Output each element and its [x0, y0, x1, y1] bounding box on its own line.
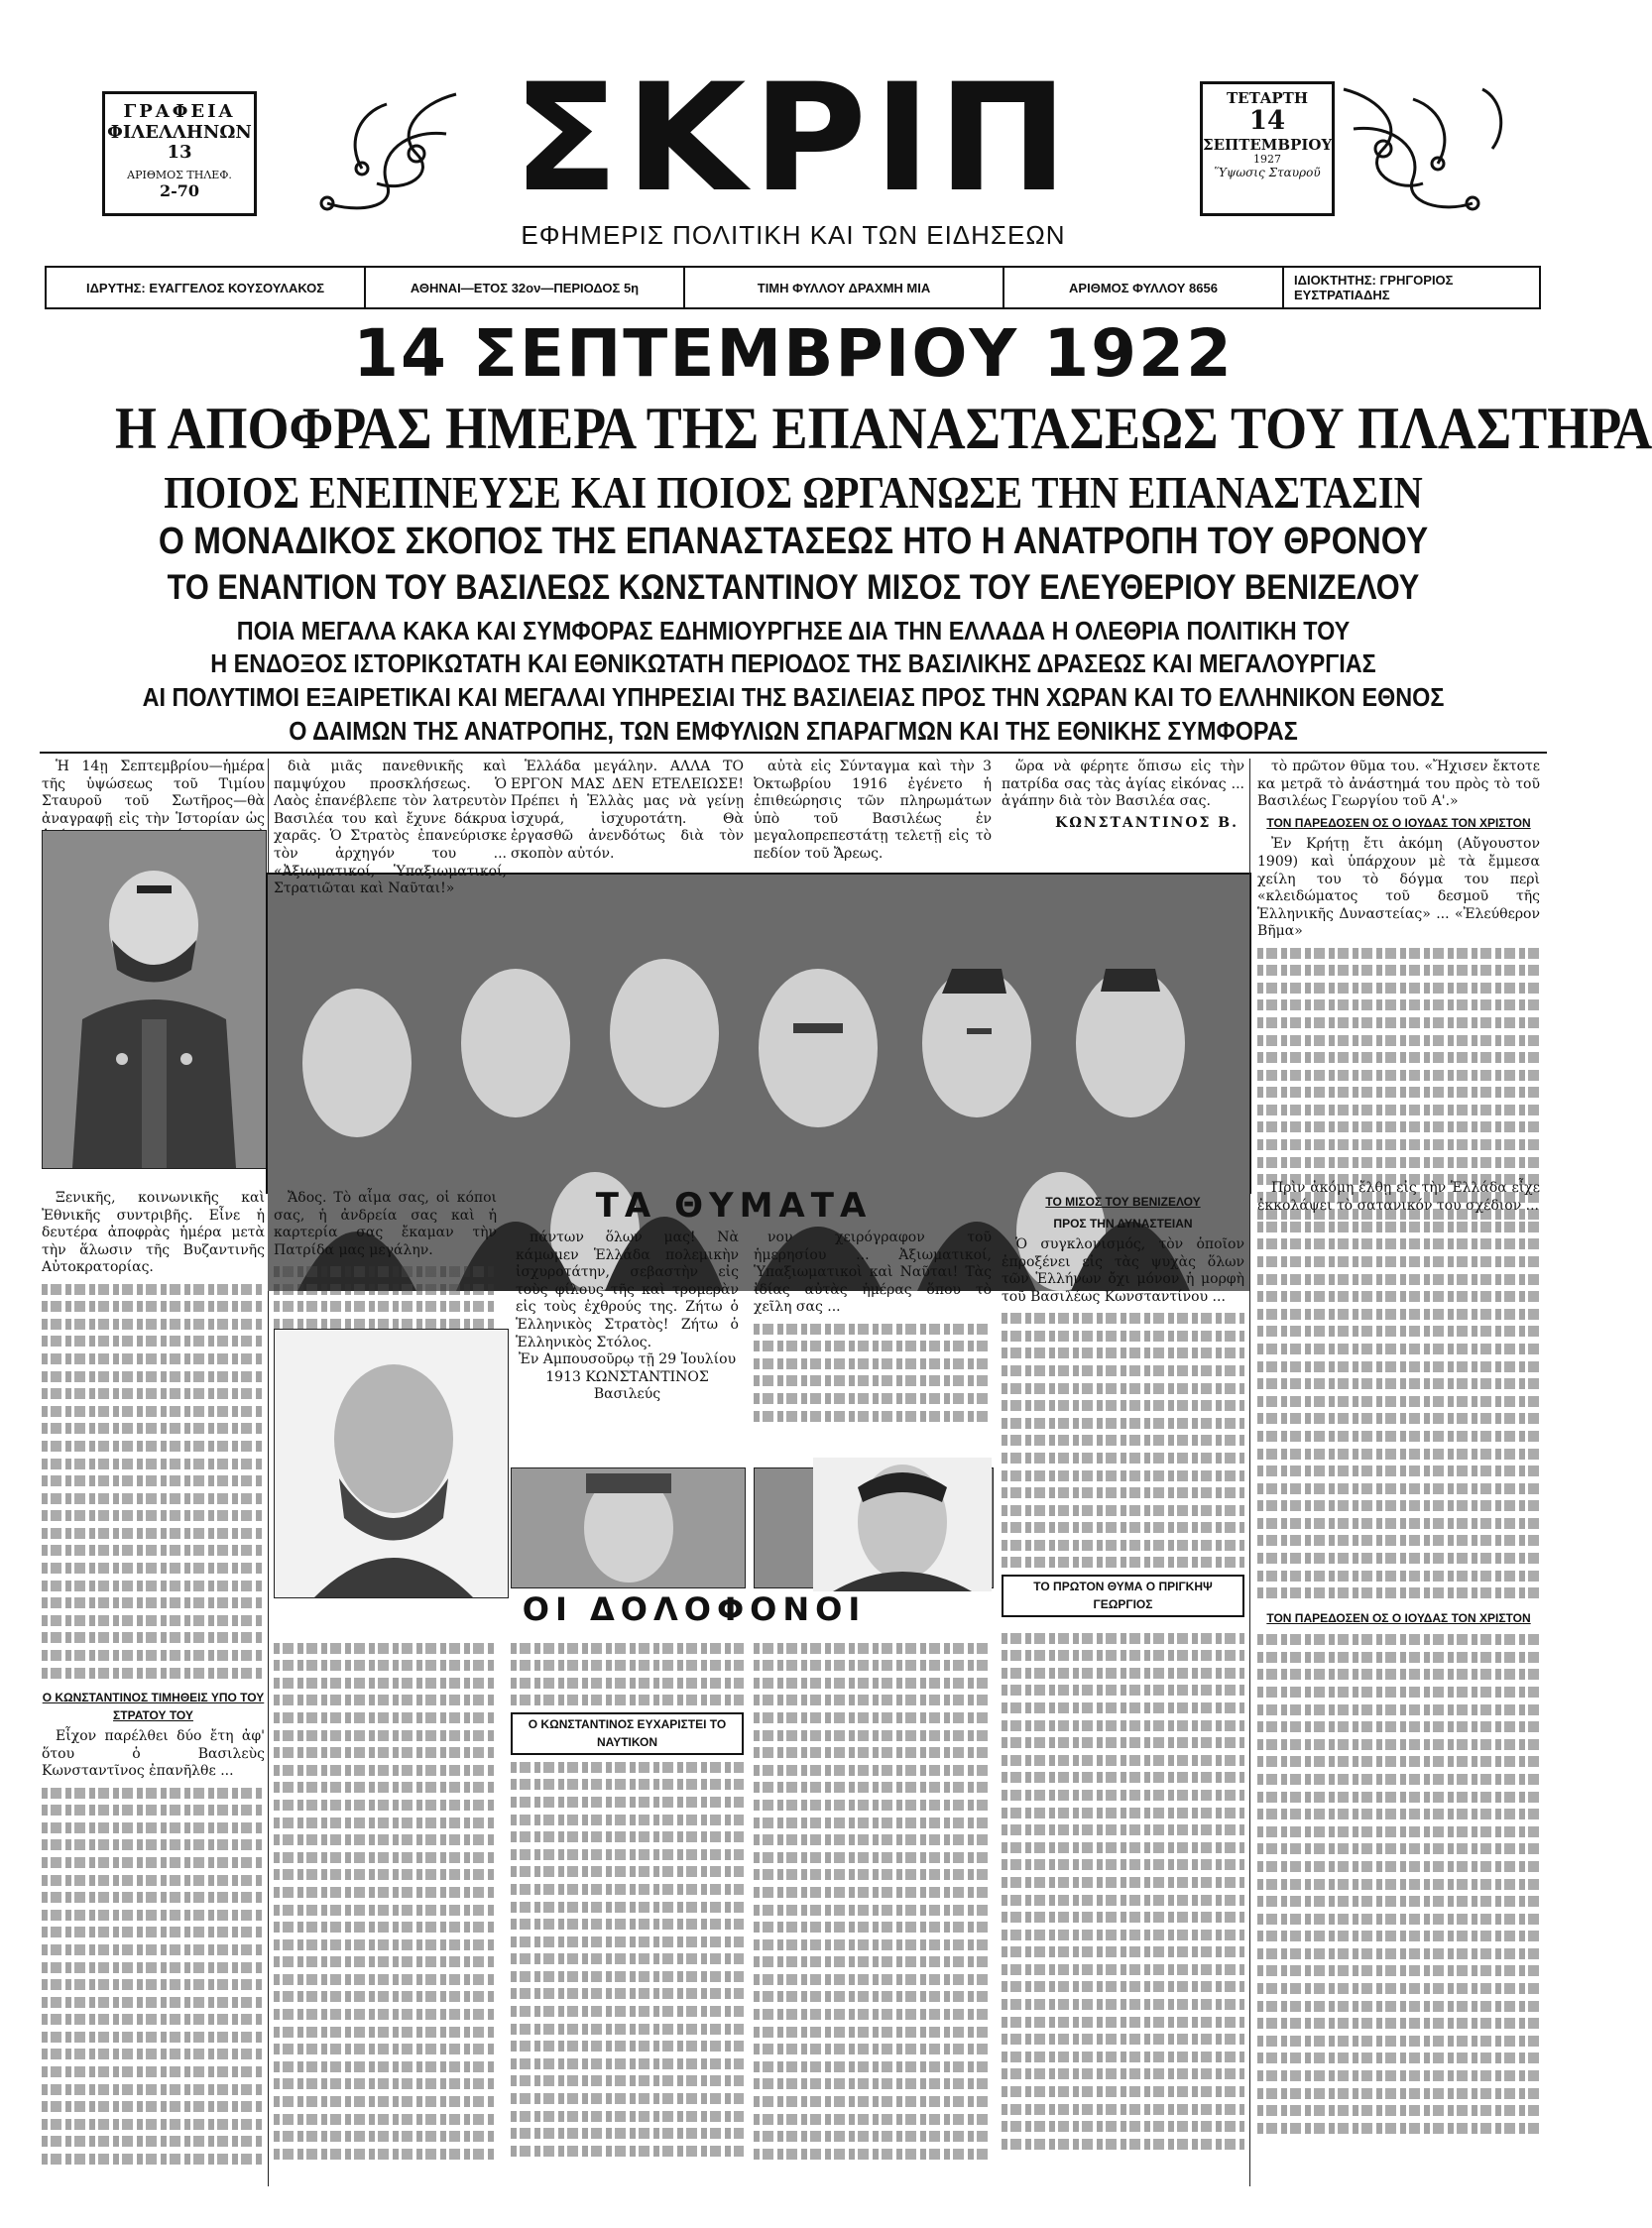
band-col5	[1002, 759, 1244, 870]
text-lines	[511, 1643, 744, 1706]
info-bar	[45, 266, 1541, 309]
headline-2: ΠΟΙΟΣ ΕΝΕΠΝΕΥΣΕ ΚΑΙ ΠΟΙΟΣ ΩΡΓΑΝΩΣΕ ΤΗΝ ΕΠΑΝΑΣΤΑΣΙΝ	[164, 467, 1423, 518]
headline-date: 14 ΣΕΠΤΕΜΒΡΙΟΥ 1922	[353, 315, 1234, 392]
article-text: αὐτὰ εἰς Σύνταγμα καὶ τὴν 3 Ὀκτωβρίου 1916 ἐγένετο ἡ ἐπιθεώρησις τῶν πληρωμάτων ὑπὸ τοῦ Βασιλέως ἐν μεγαλοπρεπεστάτῃ τελετῇ εἰς τὸ πεδίον τοῦ Ἄρεως.	[754, 759, 992, 862]
signature-konstantinos: ΚΩΝΣΤΑΝΤΙΝΟΣ Β.	[1055, 814, 1239, 831]
article-col2-bottom	[274, 1636, 497, 2171]
band-col4	[754, 759, 992, 870]
phone-number: 2-70	[159, 180, 200, 200]
headline-8: Ο ΔΑΙΜΩΝ ΤΗΣ ΑΝΑΤΡΟΠΗΣ, ΤΩΝ ΕΜΦΥΛΙΩΝ ΣΠΑΡΑΓΜΩΝ ΚΑΙ ΤΗΣ ΕΘΝΙΚΗΣ ΣΥΜΦΟΡΑΣ	[289, 716, 1298, 746]
article-col2-low	[274, 1190, 497, 1319]
year-number: 1927	[1253, 153, 1281, 167]
article-text: Ἐν Κρήτῃ ἔτι ἀκόμη (Αὔγουστον 1909) καὶ ὑπάρχουν μὲ τὰ ἔμμεσα χείλη του τὸ δόγμα του περὶ «κλειδώματος τοῦ δεσμοῦ τῆς Ἑλληνικῆς Δυναστείας» ... «Ἐλεύθερον Βῆμα»	[1257, 836, 1540, 940]
article-col5-low	[1002, 1190, 1244, 1611]
article-text: Ὁ συγκλονισμός, τὸν ὁποῖον ἐπροξένει εἰς τὰς ψυχὰς ὅλων τῶν Ἑλλήνων ὄχι μόνον ἡ μορφὴ τοῦ Βασιλέως Κωνσταντίνου ...	[1002, 1236, 1244, 1305]
toprow-col2	[274, 756, 507, 765]
office-label: ΓΡΑΦΕΙΑ	[123, 101, 236, 122]
article-col1-top	[42, 759, 265, 828]
article-text: Ἄδος. Τὸ αἷμα σας, οἱ κόποι σας, ἡ ἀνδρεία σας καὶ ἡ καρτερία σας ἔκαμαν τὴν Πατρίδα μας μεγάλην.	[274, 1190, 497, 1258]
article-col4-bottom	[754, 1636, 992, 2171]
newspaper-subtitle: ΕΦΗΜΕΡΙΣ ΠΟΛΙΤΙΚΗ ΚΑΙ ΤΩΝ ΕΙΔΗΣΕΩΝ	[521, 220, 1066, 250]
subheading-prince-george: ΤΟ ΠΡΩΤΟΝ ΘΥΜΑ Ο ΠΡΙΓΚΗΨ ΓΕΩΡΓΙΟΣ	[1002, 1575, 1244, 1617]
article-col4-low	[754, 1230, 992, 1467]
text-lines	[1002, 1633, 1244, 2150]
text-lines	[1002, 1313, 1244, 1568]
text-lines	[42, 1284, 265, 1679]
text-lines	[511, 1762, 744, 2157]
subheading-dynasty: ΠΡΟΣ ΤΗΝ ΔΥΝΑΣΤΕΙΑΝ	[1053, 1216, 1193, 1231]
headline-6: Η ΕΝΔΟΞΟΣ ΙΣΤΟΡΙΚΩΤΑΤΗ ΚΑΙ ΕΘΝΙΚΩΤΑΤΗ ΠΕΡΙΟΔΟΣ ΤΗΣ ΒΑΣΙΛΙΚΗΣ ΔΡΑΣΕΩΣ ΚΑΙ ΜΕΓΑΛΟΥΡΓΙΑΣ	[210, 648, 1376, 678]
band-col3	[511, 759, 744, 870]
text-lines	[1257, 1222, 1540, 1598]
text-lines	[754, 1324, 992, 1422]
victim-photo-1	[274, 1329, 509, 1598]
article-text: Εἶχον παρέλθει δύο ἔτη ἀφ' ὅτου ὁ Βασιλεὺς Κωνσταντῖνος ἐπανῆλθε ...	[42, 1728, 265, 1780]
office-address: ΦΙΛΕΛΛΗΝΩΝ 13	[107, 121, 252, 164]
band-col2	[274, 759, 507, 897]
article-text: νον χειρόγραφον τοῦ ἡμερησίου ... Ἀξιωματικοί, Ὑπαξιωματικοὶ καὶ Ναῦται! Τὰς ἰδίας αὐτὰς ἡμέρας ὅπου τὸ χεῖλη σας ...	[754, 1230, 992, 1316]
article-text: Ξενικῆς, κοινωνικῆς καὶ Ἐθνικῆς συντριβῆς. Εἶνε ἡ δευτέρα ἀποφρὰς ἡμέρα μετὰ τὴν ἅλωσιν τῆς Βυζαντινῆς Αὐτοκρατορίας.	[42, 1190, 265, 1276]
founder-cell: ΙΔΡΥΤΗΣ: ΕΥΑΓΓΕΛΟΣ ΚΟΥΣΟΥΛΑΚΟΣ	[47, 268, 366, 307]
king-constantine-photo	[42, 830, 267, 1169]
article-text: διὰ μιᾶς πανεθνικῆς καὶ παμψύχου προσκλήσεως. Ὁ Λαὸς ἐπανέβλεπε τὸν λατρευτὸν Βασιλέα του καὶ ἔχυνε δάκρυα χαρᾶς. Ὁ Στρατὸς ἐπανεύρισκε τὸν ἀρχηγόν του ... «Ἀξιωματικοί, Ὑπαξιωματικοί, Στρατιῶται καὶ Ναῦται!»	[274, 759, 507, 897]
article-col5-bottom	[1002, 1626, 1244, 2171]
article-col6-low	[1257, 1180, 1540, 1596]
subheading-judas: ΤΟΝ ΠΑΡΕΔΟΣΕΝ ΟΣ Ο ΙΟΥΔΑΣ ΤΟΝ ΧΡΙΣΤΟΝ	[1266, 1611, 1531, 1625]
office-info-box	[102, 91, 257, 216]
subheading-constantine-army: Ο ΚΩΝΣΤΑΝΤΙΝΟΣ ΤΙΜΗΘΕΙΣ ΥΠΟ ΤΟΥ ΣΤΡΑΤΟΥ ΤΟΥ	[42, 1691, 265, 1722]
article-text: Ἑλλάδα μεγάλην. ΑΛΛΑ ΤΟ ΕΡΓΟΝ ΜΑΣ ΔΕΝ ΕΤΕΛΕΙΩΣΕ! Πρέπει ἡ Ἑλλὰς μας νὰ γείνῃ ἰσχυρά, ἰσχυροτάτη. Θὰ ἐργασθῶ ἀνενδότως διὰ τὸν σκοπὸν αὐτόν.	[511, 759, 744, 862]
phone-label: ΑΡΙΘΜΟΣ ΤΗΛΕΦ.	[127, 169, 232, 182]
headline-rule	[40, 752, 1547, 754]
right-ornament-icon	[1334, 69, 1532, 228]
issue-cell: ΑΡΙΘΜΟΣ ΦΥΛΛΟΥ 8656	[1004, 268, 1284, 307]
owner-cell: ΙΔΙΟΚΤΗΤΗΣ: ΓΡΗΓΟΡΙΟΣ ΕΥΣΤΡΑΤΙΑΔΗΣ	[1294, 273, 1454, 302]
headline-5: ΠΟΙΑ ΜΕΓΑΛΑ ΚΑΚΑ ΚΑΙ ΣΥΜΦΟΡΑΣ ΕΔΗΜΙΟΥΡΓΗΣΕ ΔΙΑ ΤΗΝ ΕΛΛΑΔΑ Η ΟΛΕΘΡΙΑ ΠΟΛΙΤΙΚΗ ΤΟΥ	[236, 616, 1351, 645]
date-box	[1200, 81, 1335, 216]
headline-4: ΤΟ ΕΝΑΝΤΙΟΝ ΤΟΥ ΒΑΣΙΛΕΩΣ ΚΩΝΣΤΑΝΤΙΝΟΥ ΜΙΣΟΣ ΤΟΥ ΕΛΕΥΘΕΡΙΟΥ ΒΕΝΙΖΕΛΟΥ	[167, 568, 1420, 607]
article-col3-bottom	[511, 1636, 744, 2171]
victim-photo-4	[813, 1458, 992, 1591]
article-text: πάντων ὅλων μας! Νὰ κάμωμεν Ἑλλάδα πολεμικὴν ἰσχυροτάτην, σεβαστὴν εἰς τοὺς φίλους τῆς καὶ τρομερὰν εἰς τοὺς ἐχθρούς της. Ζήτω ὁ Ἑλληνικὸς Στρατὸς! Ζήτω ὁ Ἑλληνικὸς Στόλος.	[516, 1230, 739, 1350]
feast-day: Ὕψωσις Σταυροῦ	[1214, 166, 1321, 180]
headline-7: ΑΙ ΠΟΛΥΤΙΜΟΙ ΕΞΑΙΡΕΤΙΚΑΙ ΚΑΙ ΜΕΓΑΛΑΙ ΥΠΗΡΕΣΙΑΙ ΤΗΣ ΒΑΣΙΛΕΙΑΣ ΠΡΟΣ ΤΗΝ ΧΩΡΑΝ ΚΑΙ ΤΟ ΕΛΛΗΝΙΚΟΝ ΕΘΝΟΣ	[142, 682, 1445, 712]
article-col3-low	[516, 1230, 739, 1467]
text-lines	[274, 1266, 497, 1330]
text-lines	[274, 1643, 497, 2160]
text-lines	[42, 1788, 265, 2165]
subheading-navy-thanks: Ο ΚΩΝΣΤΑΝΤΙΝΟΣ ΕΥΧΑΡΙΣΤΕΙ ΤΟ ΝΑΥΤΙΚΟΝ	[511, 1712, 744, 1755]
left-ornament-icon	[268, 74, 466, 223]
article-text: τὸ πρῶτον θῦμα του. «Ἤχισεν ἔκτοτε κα μετρᾶ τὸ ἀνάστημά του πρὸς τὸ τοῦ Βασιλέως Γεωργίου τοῦ Α'.»	[1257, 759, 1540, 810]
month-name: ΣΕΠΤΕΜΒΡΙΟΥ	[1203, 136, 1333, 155]
article-signature: Ἐν Αμπουσοῦρῳ τῇ 29 Ἰουλίου 1913 ΚΩΝΣΤΑΝΤΙΝΟΣ Βασιλεύς	[518, 1351, 737, 1403]
year-cell: ΑΘΗΝΑΙ—ΕΤΟΣ 32ον—ΠΕΡΙΟΔΟΣ 5η	[366, 268, 685, 307]
newspaper-title: ΣΚΡΙΠ	[512, 53, 1075, 225]
victims-heading: ΤΑ ΘΥΜΑΤΑ	[595, 1186, 873, 1226]
text-lines	[1257, 1634, 1540, 2134]
portrait-strip	[266, 873, 1251, 1194]
price-cell: ΤΙΜΗ ΦΥΛΛΟΥ ΔΡΑΧΜΗ ΜΙΑ	[685, 268, 1004, 307]
column-divider-right	[1249, 759, 1250, 2186]
headline-3: Ο ΜΟΝΑΔΙΚΟΣ ΣΚΟΠΟΣ ΤΗΣ ΕΠΑΝΑΣΤΑΣΕΩΣ ΗΤΟ Η ΑΝΑΤΡΟΠΗ ΤΟΥ ΘΡΟΝΟΥ	[158, 521, 1429, 562]
victim-photo-2	[511, 1467, 746, 1588]
article-col6-bottom	[1257, 1606, 1540, 2171]
headline-main: Η ΑΠΟΦΡΑΣ ΗΜΕΡΑ ΤΗΣ ΕΠΑΝΑΣΤΑΣΕΩΣ ΤΟΥ ΠΛΑΣΤΗΡΑ	[115, 396, 1652, 461]
day-number: 14	[1248, 106, 1286, 137]
article-text: Πρὶν ἀκόμη ἔλθῃ εἰς τὴν Ἑλλάδα εἶχε ἐκκολάψει τὸ σατανικόν του σχέδιον ...	[1257, 1180, 1540, 1214]
article-text: ὥρα νὰ φέρητε ὅπισω εἰς τὴν πατρίδα σας τὰς ἁγίας εἰκόνας ... ἀγάπην διὰ τὸν Βασιλέα σας.	[1002, 759, 1244, 810]
murderers-heading: ΟΙ ΔΟΛΟΦΟΝΟΙ	[522, 1590, 867, 1628]
article-col1-bottom	[42, 1686, 265, 2171]
article-col6-top	[1257, 759, 1540, 1175]
article-col1-low	[42, 1190, 265, 1705]
text-lines	[754, 1643, 992, 2160]
article-text: Ἡ 14ῃ Σεπτεμβρίου—ἡμέρα τῆς ὑψώσεως τοῦ Τιμίου Σταυροῦ τοῦ Σωτῆρος—θὰ ἀναγραφῇ εἰς τὴν Ἱστορίαν ὡς	[42, 759, 265, 827]
subheading-george: ΤΟΝ ΠΑΡΕΔΟΣΕΝ ΟΣ Ο ΙΟΥΔΑΣ ΤΟΝ ΧΡΙΣΤΟΝ	[1266, 815, 1531, 830]
weekday: ΤΕΤΑΡΤΗ	[1226, 89, 1308, 107]
subheading-venizelos-hate: ΤΟ ΜΙΣΟΣ ΤΟΥ ΒΕΝΙΖΕΛΟΥ	[1045, 1195, 1201, 1209]
